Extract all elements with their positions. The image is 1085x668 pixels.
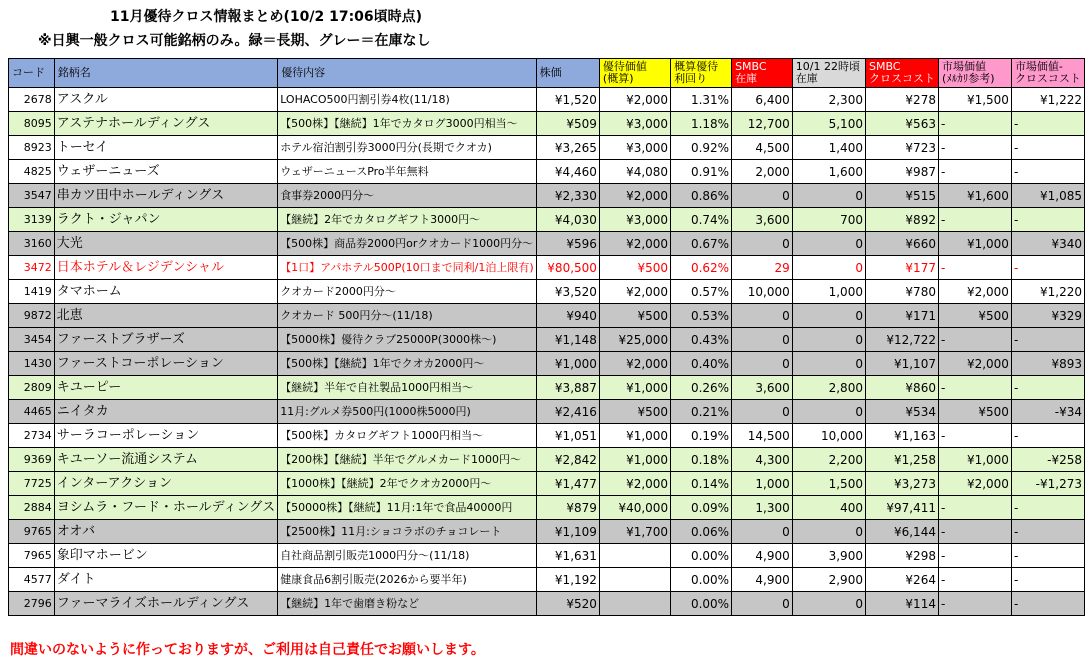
- header-market-line1: 市場価値: [941, 60, 986, 73]
- cell-stock-22: 0: [792, 328, 865, 352]
- cell-smbc-stock: 3,600: [732, 376, 793, 400]
- cell-diff: -: [1011, 376, 1084, 400]
- cell-smbc-stock: 12,700: [732, 112, 793, 136]
- cell-market-value: ¥2,000: [938, 472, 1011, 496]
- cell-stock-22: 2,800: [792, 376, 865, 400]
- cell-yield: 0.57%: [671, 280, 732, 304]
- cell-value: ¥1,000: [599, 376, 670, 400]
- table-row: [9, 592, 1085, 616]
- cell-diff: -: [1011, 568, 1084, 592]
- cell-cross-cost: ¥171: [865, 304, 938, 328]
- cell-smbc-stock: 3,600: [732, 208, 793, 232]
- cell-price: ¥2,842: [536, 448, 599, 472]
- cell-benefit: 健康食品6割引販売(2026から要半年): [278, 568, 536, 592]
- cell-diff: -: [1011, 544, 1084, 568]
- cell-market-value: ¥500: [938, 304, 1011, 328]
- cell-yield: 0.21%: [671, 400, 732, 424]
- cell-yield: 0.18%: [671, 448, 732, 472]
- cell-smbc-stock: 4,500: [732, 136, 793, 160]
- cell-stock-22: 10,000: [792, 424, 865, 448]
- cell-cross-cost: ¥534: [865, 400, 938, 424]
- cell-name: トーセイ: [54, 136, 277, 160]
- cell-price: ¥2,416: [536, 400, 599, 424]
- header-cross-cost: [865, 59, 938, 88]
- cell-stock-22: 1,000: [792, 280, 865, 304]
- cell-value: [599, 592, 670, 616]
- cell-value: ¥2,000: [599, 88, 670, 112]
- cell-price: ¥879: [536, 496, 599, 520]
- header-diff-line2: クロスコスト: [1014, 72, 1081, 85]
- header-value-line2: (概算): [602, 72, 634, 85]
- cell-smbc-stock: 1,300: [732, 496, 793, 520]
- cell-stock-22: 0: [792, 304, 865, 328]
- cell-price: ¥509: [536, 112, 599, 136]
- cell-value: ¥3,000: [599, 136, 670, 160]
- cell-stock-22: 5,100: [792, 112, 865, 136]
- cell-cross-cost: ¥563: [865, 112, 938, 136]
- cell-diff: -: [1011, 520, 1084, 544]
- cell-stock-22: 1,400: [792, 136, 865, 160]
- table-row: [9, 352, 1085, 376]
- cell-name: サーラコーポレーション: [54, 424, 277, 448]
- cell-stock-22: 0: [792, 400, 865, 424]
- header-stock22-line2: 在庫: [795, 72, 818, 85]
- cell-price: ¥940: [536, 304, 599, 328]
- cell-diff: -: [1011, 592, 1084, 616]
- cell-cross-cost: ¥3,273: [865, 472, 938, 496]
- cell-benefit: 食事券2000円分～: [278, 184, 536, 208]
- table-row: [9, 136, 1085, 160]
- cell-benefit: クオカード 500円分～(11/18): [278, 304, 536, 328]
- cell-value: ¥3,000: [599, 208, 670, 232]
- cell-yield: 0.06%: [671, 520, 732, 544]
- cell-value: ¥1,700: [599, 520, 670, 544]
- cell-benefit: 【継続】2年でカタログギフト3000円～: [278, 208, 536, 232]
- cell-smbc-stock: 1,000: [732, 472, 793, 496]
- cell-value: [599, 568, 670, 592]
- cell-value: ¥2,000: [599, 472, 670, 496]
- cell-code: 3139: [9, 208, 55, 232]
- cell-market-value: -: [938, 112, 1011, 136]
- cell-code: 8095: [9, 112, 55, 136]
- cell-stock-22: 400: [792, 496, 865, 520]
- cell-diff: -¥258: [1011, 448, 1084, 472]
- cell-name: 大光: [54, 232, 277, 256]
- header-name: 銘柄名: [54, 59, 277, 88]
- cell-code: 3472: [9, 256, 55, 280]
- cell-market-value: -: [938, 568, 1011, 592]
- cell-smbc-stock: 4,300: [732, 448, 793, 472]
- cell-yield: 0.86%: [671, 184, 732, 208]
- cell-diff: -: [1011, 136, 1084, 160]
- cell-benefit: 11月:グルメ券500円(1000株5000円): [278, 400, 536, 424]
- cell-name: 象印マホービン: [54, 544, 277, 568]
- table-row: [9, 424, 1085, 448]
- cell-yield: 0.53%: [671, 304, 732, 328]
- table-row: [9, 496, 1085, 520]
- cell-benefit: LOHACO500円割引券4枚(11/18): [278, 88, 536, 112]
- cell-stock-22: 0: [792, 184, 865, 208]
- cell-market-value: ¥2,000: [938, 352, 1011, 376]
- cell-yield: 0.00%: [671, 544, 732, 568]
- cell-yield: 0.74%: [671, 208, 732, 232]
- cell-market-value: -: [938, 544, 1011, 568]
- cell-name: アステナホールディングス: [54, 112, 277, 136]
- cell-cross-cost: ¥12,722: [865, 328, 938, 352]
- cell-price: ¥3,887: [536, 376, 599, 400]
- cell-stock-22: 2,900: [792, 568, 865, 592]
- cell-market-value: -: [938, 496, 1011, 520]
- cell-smbc-stock: 0: [732, 592, 793, 616]
- table-row: [9, 208, 1085, 232]
- cell-cross-cost: ¥1,107: [865, 352, 938, 376]
- cell-benefit: 【継続】1年で歯磨き粉など: [278, 592, 536, 616]
- cell-price: ¥1,477: [536, 472, 599, 496]
- cell-code: 9369: [9, 448, 55, 472]
- cell-cross-cost: ¥1,258: [865, 448, 938, 472]
- cell-market-value: -: [938, 328, 1011, 352]
- table-row: [9, 400, 1085, 424]
- cell-value: ¥2,000: [599, 232, 670, 256]
- cell-code: 3547: [9, 184, 55, 208]
- cell-benefit: 【500株】【継続】1年でクオカ2000円～: [278, 352, 536, 376]
- header-stock22-line1: 10/1 22時頃: [795, 60, 860, 73]
- header-market-line2: (ﾒﾙｶﾘ参考): [941, 72, 995, 85]
- cell-name: 日本ホテル＆レジデンシャル: [54, 256, 277, 280]
- cell-diff: -: [1011, 328, 1084, 352]
- cell-stock-22: 0: [792, 520, 865, 544]
- cell-yield: 0.91%: [671, 160, 732, 184]
- cell-cross-cost: ¥987: [865, 160, 938, 184]
- cell-name: ニイタカ: [54, 400, 277, 424]
- cell-stock-22: 700: [792, 208, 865, 232]
- cell-price: ¥3,265: [536, 136, 599, 160]
- header-market-value: [938, 59, 1011, 88]
- cell-name: ダイト: [54, 568, 277, 592]
- cell-market-value: ¥2,000: [938, 280, 1011, 304]
- cell-benefit: 【5000株】優待クラブ25000P(3000株～): [278, 328, 536, 352]
- cell-cross-cost: ¥780: [865, 280, 938, 304]
- cell-smbc-stock: 0: [732, 328, 793, 352]
- header-yield-line1: 概算優待: [674, 60, 719, 73]
- cell-diff: -: [1011, 424, 1084, 448]
- cell-value: ¥500: [599, 256, 670, 280]
- cell-cross-cost: ¥1,163: [865, 424, 938, 448]
- cell-yield: 0.09%: [671, 496, 732, 520]
- cell-value: ¥4,080: [599, 160, 670, 184]
- cell-market-value: -: [938, 256, 1011, 280]
- cell-name: タマホーム: [54, 280, 277, 304]
- cell-name: ヨシムラ・フード・ホールディングス: [54, 496, 277, 520]
- cell-smbc-stock: 6,400: [732, 88, 793, 112]
- cell-market-value: -: [938, 160, 1011, 184]
- cell-value: ¥2,000: [599, 184, 670, 208]
- cell-benefit: 【200株】【継続】半年でグルメカード1000円～: [278, 448, 536, 472]
- cell-code: 9872: [9, 304, 55, 328]
- cell-name: キユーソー流通システム: [54, 448, 277, 472]
- table-row: [9, 256, 1085, 280]
- cell-stock-22: 0: [792, 592, 865, 616]
- cell-stock-22: 2,300: [792, 88, 865, 112]
- cell-benefit: 【1口】アパホテル500P(10口まで同利/1泊上限有): [278, 256, 536, 280]
- cell-yield: 0.19%: [671, 424, 732, 448]
- cell-benefit: ウェザーニュースPro半年無料: [278, 160, 536, 184]
- cell-yield: 0.14%: [671, 472, 732, 496]
- cell-diff: ¥1,085: [1011, 184, 1084, 208]
- cell-market-value: -: [938, 520, 1011, 544]
- cell-stock-22: 1,600: [792, 160, 865, 184]
- cell-diff: -: [1011, 208, 1084, 232]
- table-row: [9, 184, 1085, 208]
- header-diff: [1011, 59, 1084, 88]
- cell-stock-22: 3,900: [792, 544, 865, 568]
- header-value-line1: 優待価値: [602, 60, 647, 73]
- header-smbc-line2: 在庫: [735, 72, 758, 85]
- cell-yield: 0.00%: [671, 568, 732, 592]
- cell-price: ¥1,148: [536, 328, 599, 352]
- cell-cross-cost: ¥298: [865, 544, 938, 568]
- cell-benefit: ホテル宿泊割引券3000円分(長期でクオカ): [278, 136, 536, 160]
- cell-benefit: 自社商品割引販売1000円分～(11/18): [278, 544, 536, 568]
- cell-value: ¥25,000: [599, 328, 670, 352]
- cell-name: 串カツ田中ホールディングス: [54, 184, 277, 208]
- cell-yield: 0.40%: [671, 352, 732, 376]
- table-row: [9, 88, 1085, 112]
- cell-code: 8923: [9, 136, 55, 160]
- cell-name: 北恵: [54, 304, 277, 328]
- cell-diff: ¥1,220: [1011, 280, 1084, 304]
- cell-code: 3160: [9, 232, 55, 256]
- header-cost-line2: クロスコスト: [868, 72, 935, 85]
- header-yield-line2: 利回り: [674, 72, 708, 85]
- cell-smbc-stock: 0: [732, 520, 793, 544]
- header-diff-line1: 市場価値-: [1014, 60, 1063, 73]
- cell-benefit: 【50000株】【継続】11月:1年で食品40000円: [278, 496, 536, 520]
- cell-price: ¥596: [536, 232, 599, 256]
- cell-code: 9765: [9, 520, 55, 544]
- table-row: [9, 544, 1085, 568]
- cell-value: ¥1,000: [599, 448, 670, 472]
- cell-stock-22: 0: [792, 232, 865, 256]
- cross-info-table: [8, 58, 1085, 616]
- cell-price: ¥1,109: [536, 520, 599, 544]
- cell-smbc-stock: 0: [732, 232, 793, 256]
- table-row: [9, 280, 1085, 304]
- cell-code: 2809: [9, 376, 55, 400]
- cell-price: ¥2,330: [536, 184, 599, 208]
- cell-yield: 1.31%: [671, 88, 732, 112]
- cell-market-value: ¥500: [938, 400, 1011, 424]
- cell-diff: ¥1,222: [1011, 88, 1084, 112]
- cell-code: 2734: [9, 424, 55, 448]
- cell-smbc-stock: 4,900: [732, 568, 793, 592]
- cell-market-value: -: [938, 376, 1011, 400]
- header-yield: [671, 59, 732, 88]
- cell-price: ¥1,051: [536, 424, 599, 448]
- cell-name: ファーストブラザーズ: [54, 328, 277, 352]
- cell-cross-cost: ¥892: [865, 208, 938, 232]
- cell-code: 4825: [9, 160, 55, 184]
- cell-diff: -: [1011, 256, 1084, 280]
- cell-price: ¥1,631: [536, 544, 599, 568]
- cell-smbc-stock: 0: [732, 184, 793, 208]
- cell-yield: 0.62%: [671, 256, 732, 280]
- table-row: [9, 448, 1085, 472]
- cell-code: 4465: [9, 400, 55, 424]
- table-row: [9, 112, 1085, 136]
- cell-price: ¥520: [536, 592, 599, 616]
- table-row: [9, 520, 1085, 544]
- table-row: [9, 160, 1085, 184]
- cell-price: ¥1,000: [536, 352, 599, 376]
- cell-diff: -¥1,273: [1011, 472, 1084, 496]
- cell-diff: -: [1011, 496, 1084, 520]
- cell-cross-cost: ¥723: [865, 136, 938, 160]
- cell-name: ファーストコーポレーション: [54, 352, 277, 376]
- cell-code: 7725: [9, 472, 55, 496]
- cell-market-value: ¥1,500: [938, 88, 1011, 112]
- cell-smbc-stock: 14,500: [732, 424, 793, 448]
- cell-value: [599, 544, 670, 568]
- cell-cross-cost: ¥6,144: [865, 520, 938, 544]
- cell-name: インターアクション: [54, 472, 277, 496]
- cell-cross-cost: ¥97,411: [865, 496, 938, 520]
- cell-value: ¥500: [599, 400, 670, 424]
- cell-smbc-stock: 29: [732, 256, 793, 280]
- cell-benefit: 【500株】商品券2000円orクオカード1000円分～: [278, 232, 536, 256]
- cell-code: 7965: [9, 544, 55, 568]
- cell-market-value: ¥1,600: [938, 184, 1011, 208]
- cell-cross-cost: ¥515: [865, 184, 938, 208]
- cell-market-value: -: [938, 136, 1011, 160]
- cell-name: オオバ: [54, 520, 277, 544]
- cell-smbc-stock: 0: [732, 304, 793, 328]
- cell-benefit: 【2500株】11月:ショコラボのチョコレート: [278, 520, 536, 544]
- cell-value: ¥40,000: [599, 496, 670, 520]
- cell-diff: ¥329: [1011, 304, 1084, 328]
- cell-stock-22: 1,500: [792, 472, 865, 496]
- table-row: [9, 472, 1085, 496]
- table-row: [9, 328, 1085, 352]
- cell-benefit: 【1000株】【継続】2年でクオカ2000円～: [278, 472, 536, 496]
- cell-name: ファーマライズホールディングス: [54, 592, 277, 616]
- cell-price: ¥80,500: [536, 256, 599, 280]
- disclaimer: 間違いのないように作っておりますが、ご利用は自己責任でお願いします。: [10, 642, 485, 658]
- cell-value: ¥3,000: [599, 112, 670, 136]
- cell-stock-22: 2,200: [792, 448, 865, 472]
- cell-smbc-stock: 2,000: [732, 160, 793, 184]
- cell-value: ¥2,000: [599, 280, 670, 304]
- cell-code: 2796: [9, 592, 55, 616]
- header-cost-line1: SMBC: [868, 60, 901, 73]
- cell-price: ¥4,030: [536, 208, 599, 232]
- cell-stock-22: 0: [792, 352, 865, 376]
- table-header-row: [9, 59, 1085, 88]
- cell-benefit: 【500株】【継続】1年でカタログ3000円相当～: [278, 112, 536, 136]
- cell-cross-cost: ¥114: [865, 592, 938, 616]
- cell-name: キユーピー: [54, 376, 277, 400]
- page-subtitle: ※日興一般クロス可能銘柄のみ。緑＝長期、グレー＝在庫なし: [38, 33, 431, 49]
- cell-smbc-stock: 10,000: [732, 280, 793, 304]
- cell-value: ¥2,000: [599, 352, 670, 376]
- cell-code: 1419: [9, 280, 55, 304]
- cell-stock-22: 0: [792, 256, 865, 280]
- cell-market-value: -: [938, 208, 1011, 232]
- cell-smbc-stock: 0: [732, 400, 793, 424]
- cell-value: ¥1,000: [599, 424, 670, 448]
- cell-yield: 0.43%: [671, 328, 732, 352]
- cell-code: 1430: [9, 352, 55, 376]
- table-row: [9, 376, 1085, 400]
- table-row: [9, 304, 1085, 328]
- cell-yield: 0.67%: [671, 232, 732, 256]
- cell-benefit: 【500株】カタログギフト1000円相当～: [278, 424, 536, 448]
- header-stock-22: [792, 59, 865, 88]
- cell-benefit: 【継続】半年で自社製品1000円相当～: [278, 376, 536, 400]
- cell-code: 2678: [9, 88, 55, 112]
- cell-market-value: -: [938, 424, 1011, 448]
- header-benefit: 優待内容: [278, 59, 536, 88]
- cell-yield: 0.00%: [671, 592, 732, 616]
- cell-yield: 0.92%: [671, 136, 732, 160]
- cell-name: ラクト・ジャパン: [54, 208, 277, 232]
- cell-code: 4577: [9, 568, 55, 592]
- cell-cross-cost: ¥264: [865, 568, 938, 592]
- cell-price: ¥4,460: [536, 160, 599, 184]
- cell-smbc-stock: 4,900: [732, 544, 793, 568]
- cell-market-value: ¥1,000: [938, 232, 1011, 256]
- cell-code: 2884: [9, 496, 55, 520]
- cell-diff: -: [1011, 112, 1084, 136]
- page-title: 11月優待クロス情報まとめ(10/2 17:06頃時点): [110, 9, 423, 25]
- cell-value: ¥500: [599, 304, 670, 328]
- cell-name: アスクル: [54, 88, 277, 112]
- table-row: [9, 568, 1085, 592]
- header-price: 株価: [536, 59, 599, 88]
- cell-yield: 1.18%: [671, 112, 732, 136]
- cell-cross-cost: ¥660: [865, 232, 938, 256]
- cell-price: ¥1,520: [536, 88, 599, 112]
- cell-cross-cost: ¥278: [865, 88, 938, 112]
- cell-diff: ¥340: [1011, 232, 1084, 256]
- header-smbc-stock: [732, 59, 793, 88]
- header-smbc-line1: SMBC: [735, 60, 767, 73]
- cell-code: 3454: [9, 328, 55, 352]
- table-row: [9, 232, 1085, 256]
- cell-market-value: -: [938, 592, 1011, 616]
- cell-diff: -: [1011, 160, 1084, 184]
- cell-diff: -¥34: [1011, 400, 1084, 424]
- cell-name: ウェザーニューズ: [54, 160, 277, 184]
- cell-price: ¥1,192: [536, 568, 599, 592]
- cell-smbc-stock: 0: [732, 352, 793, 376]
- cell-price: ¥3,520: [536, 280, 599, 304]
- cell-yield: 0.26%: [671, 376, 732, 400]
- header-code: コード: [9, 59, 55, 88]
- cell-cross-cost: ¥177: [865, 256, 938, 280]
- cell-market-value: ¥1,000: [938, 448, 1011, 472]
- header-value: [599, 59, 670, 88]
- cell-benefit: クオカード2000円分～: [278, 280, 536, 304]
- cell-diff: ¥893: [1011, 352, 1084, 376]
- cell-cross-cost: ¥860: [865, 376, 938, 400]
